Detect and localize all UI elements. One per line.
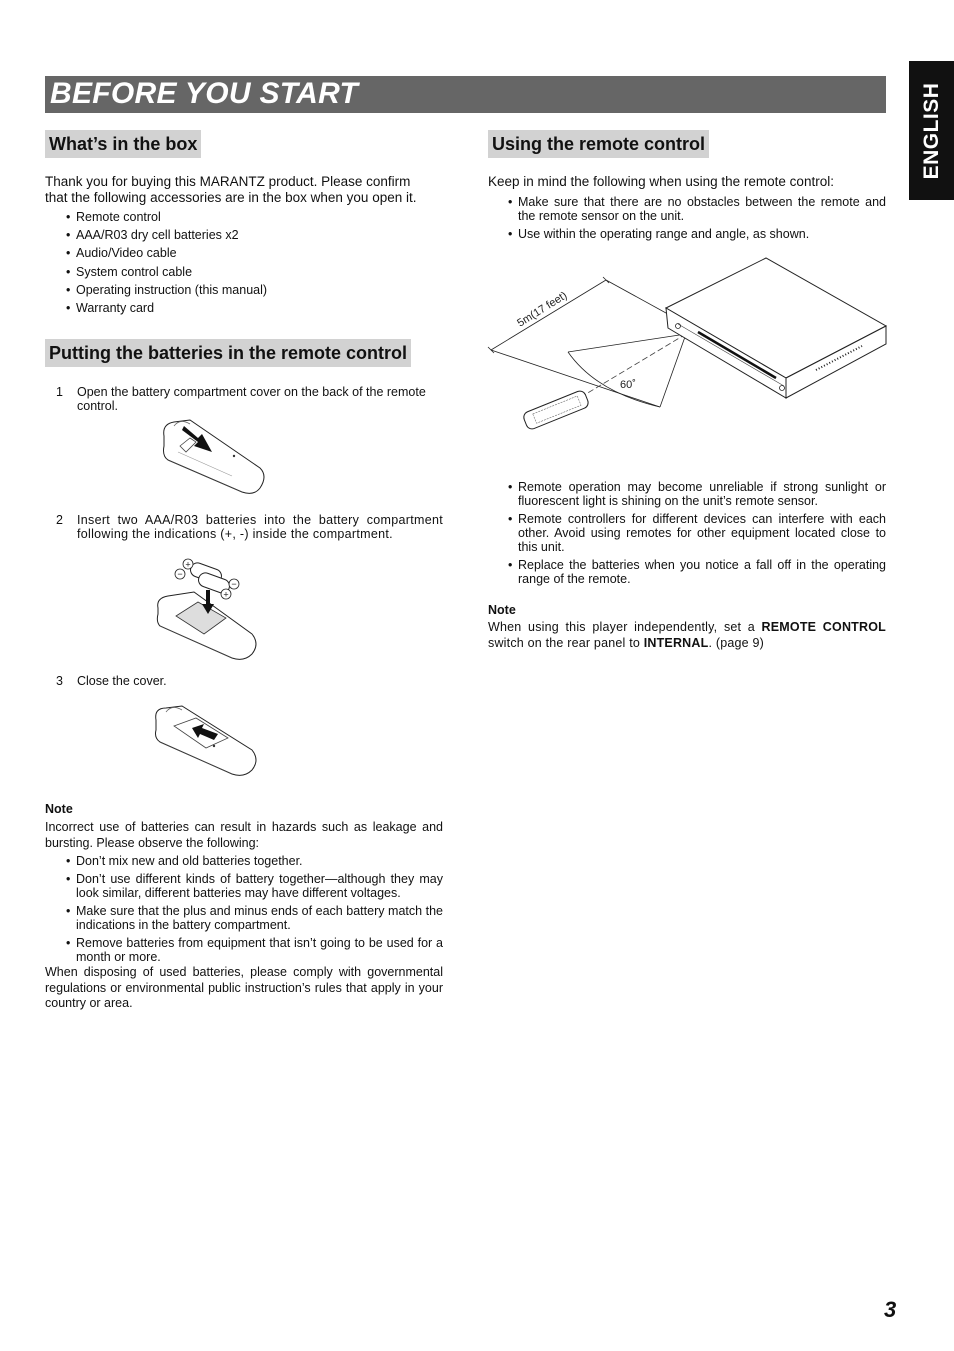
note-bold-term: INTERNAL [643,636,709,650]
step-text: Close the cover. [77,674,167,688]
svg-text:+: + [185,559,191,570]
remote-intro: Keep in mind the following when using the remote control: [488,174,834,189]
note-bold-term: REMOTE CONTROL [761,620,887,634]
title-bar [45,76,886,113]
list-item: • Remote controllers for different devices can interfere with each other. Avoid using remotes for other equipment located close to this unit. [508,512,886,554]
step-number: 1 [56,385,63,399]
remote-cautions-list [508,480,886,586]
list-item: • System control cable [66,265,446,279]
box-items-list [66,210,446,315]
remote-range-diagram [486,252,890,442]
list-item: • Don’t use different kinds of battery together—although they may look similar, different batteries may have different voltages. [66,872,443,900]
remote-open-cover-illustration [160,416,270,498]
remote-close-cover-illustration [152,704,262,782]
section-heading-whats-in-the-box: What’s in the box [45,130,201,158]
list-item: • Use within the operating range and angle, as shown. [508,227,886,241]
remote-tips-list [508,195,886,241]
step-text: Open the battery compartment cover on the back of the remote control. [77,385,426,413]
list-item: • AAA/R03 dry cell batteries x2 [66,228,446,242]
note-text: switch on the rear panel to [488,636,644,650]
box-intro-line: that the following accessories are in the box when you open it. [45,190,417,205]
step-number: 2 [56,513,63,527]
note-text: When using this player independently, set a [488,620,762,634]
list-item: • Replace the batteries when you notice a fall off in the operating range of the remote. [508,558,886,586]
list-item: • Audio/Video cable [66,246,446,260]
svg-text:−: − [231,579,237,589]
battery-note-list [66,854,443,964]
svg-text:−: − [177,569,183,579]
list-item: • Operating instruction (this manual) [66,283,446,297]
page-title: BEFORE YOU START [50,77,359,110]
page-number: 3 [884,1297,897,1322]
list-item: • Remote control [66,210,446,224]
battery-disposal-text: When disposing of used batteries, please comply with governmental regulations or environmental public instruction’s rules that apply in your country or area. [45,965,443,1010]
box-intro-line: Thank you for buying this MARANTZ product. Please confirm [45,174,411,189]
remote-insert-batteries-illustration [154,556,264,664]
section-heading-batteries: Putting the batteries in the remote control [45,339,411,367]
distance-label: 5m(17 feet) [515,289,570,330]
svg-text:+: + [223,589,229,600]
step-number: 3 [56,674,63,688]
note-intro: Incorrect use of batteries can result in hazards such as leakage and bursting. Please observe the following: [45,820,443,850]
box-intro [45,174,455,206]
language-tab [909,61,954,200]
list-item: • Remote operation may become unreliable if strong sunlight or fluorescent light is shining on the unit’s remote sensor. [508,480,886,508]
list-item: • Warranty card [66,301,446,315]
step-text: Insert two AAA/R03 batteries into the battery compartment following the indications (+, -) inside the compartment. [77,513,443,541]
list-item: • Don’t mix new and old batteries together. [66,854,443,868]
remote-note-text [488,619,886,651]
list-item: • Make sure that there are no obstacles between the remote and the remote sensor on the unit. [508,195,886,223]
angle-label: 60˚ [620,379,636,391]
note-text: . (page 9) [708,636,764,650]
language-tab-label: ENGLISH [919,82,943,179]
section-heading-using-remote: Using the remote control [488,130,709,158]
list-item: • Make sure that the plus and minus ends of each battery match the indications in the battery compartment. [66,904,443,932]
note-heading: Note [488,603,516,617]
list-item: • Remove batteries from equipment that isn’t going to be used for a month or more. [66,936,443,964]
note-heading: Note [45,802,73,816]
